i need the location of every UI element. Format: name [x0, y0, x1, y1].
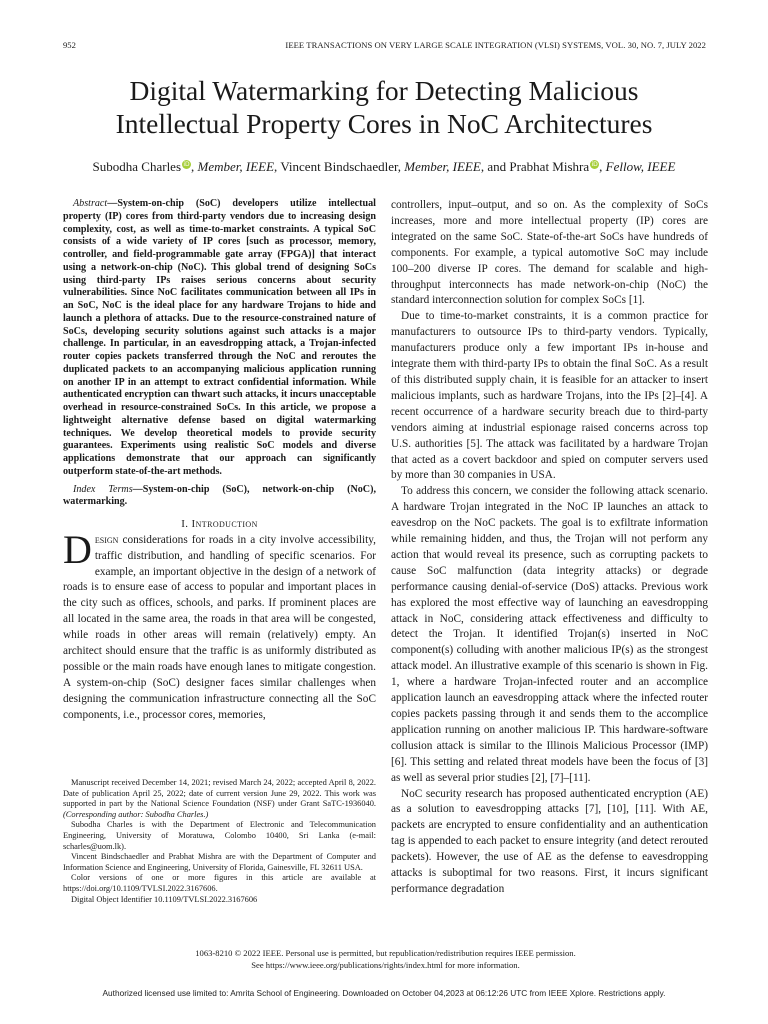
- left-column: [63, 198, 376, 724]
- author-1-name: Subodha Charles: [92, 159, 182, 174]
- index-terms-text: System-on-chip (SoC), network-on-chip (NoC), watermarking.: [63, 483, 376, 508]
- author-2-role: Member, IEEE: [404, 159, 481, 174]
- journal-header: IEEE TRANSACTIONS ON VERY LARGE SCALE INTEGRATION (VLSI) SYSTEMS, VOL. 30, NO. 7, JULY 2022: [285, 40, 706, 50]
- paragraph-1: controllers, input–output, and so on. As the complexity of SoCs increases, more and more intellectual property (IP) cores are integrated on the same SoC. State-of-the-art SoCs have hundreds of components. For example, a typical automotive SoC may include 100–200 diverse IP cores. The demand for scalable and high-throughput interconnects has made network-on-chip (NoC) the standard interconnection solution for complex SoCs [1].: [391, 199, 708, 307]
- footnote-affiliation-1: Subodha Charles is with the Department of Electronic and Telecommunication Engineering, University of Moratuwa, Colombo 10400, Sri Lanka (e-mail: scharles@uom.lk).: [63, 820, 376, 851]
- section-heading-introduction: I. Introduction: [181, 518, 258, 530]
- intro-paragraph: [63, 526, 376, 724]
- drop-cap: D: [63, 526, 92, 572]
- paper-title: [40, 74, 728, 140]
- index-terms-dash: —: [132, 483, 143, 495]
- abstract-dash: —: [107, 198, 118, 209]
- author-conjunction: , and: [480, 159, 507, 174]
- authorized-use-notice: Authorized licensed use limited to: Amrita School of Engineering. Downloaded on October 04,2023 at 06:12:26 UTC from IEEE Xplore. Restrictions apply.: [102, 988, 666, 998]
- author-3-name: Prabhat Mishra: [509, 159, 590, 174]
- index-terms-label: Index Terms: [73, 483, 133, 495]
- title-line-1: Digital Watermarking for Detecting Malicious: [129, 75, 639, 106]
- footnote-color-versions: Color versions of one or more figures in this article are available at https://doi.org/10.1109/TVLSI.2022.3167606.: [63, 873, 376, 893]
- footnote-manuscript: [63, 778, 376, 820]
- abstract-text: System-on-chip (SoC) developers utilize intellectual property (IP) cores from third-party vendors due to increasing design complexity, cost, as well as time-to-market constraints. A typical SoC consists of a wide variety of IP cores [such as processor, memory, controller, and field-programmable gate array (FPGA)] that interact using a network-on-chip (NoC). This global trend of designing SoCs using third-party IPs raises serious concerns about security vulnerabilities. Since NoC facilitates communication between all IPs in an SoC, NoC is the ideal place for any hardware Trojans to hide and launch a plethora of attacks. Due to the resource-constrained nature of SoCs, developing security solutions against such attacks is a major challenge. In particular, in an eavesdropping attack, a Trojan-infected router copies packets transferred through the NoC and reroutes the duplicated packets to an accompanying malicious application running on another IP in an attempt to extract confidential information. While authenticated encryption can thwart such attacks, it incurs unacceptable overhead in resource-constrained SoCs. In this article, we propose a lightweight alternative defense based on digital watermarking techniques. We develop theoretical models to provide security guarantees. Experiments using realistic SoC models and diverse applications demonstrate that our approach can significantly outperform state-of-the-art methods.: [63, 198, 376, 477]
- intro-text: considerations for roads in a city involve accessibility, traffic distribution, and handling of specific scenarios. For example, an important objective in the design of a network of roads is to ensure ease of access to popular and important places in the city such as offices, schools, and parks. If prominent places are all located in the same area, the roads in that area will be congested, while roads in other areas will remain (relatively) empty. An architect should ensure that the traffic is as uniformly distributed as possible or the main roads have enough lanes to mitigate congestion. A system-on-chip (SoC) designer faces similar challenges when designing the communication infrastructure connecting all the SoC components, i.e., processor cores, memories,: [63, 533, 376, 721]
- page-number: 952: [63, 40, 76, 50]
- orcid-icon[interactable]: iD: [591, 161, 598, 168]
- paragraph-2: Due to time-to-market constraints, it is a common practice for manufacturers to outsource IPs to third-party vendors. Typically, manufacturers produce only a few important IPs in-house and integrate them with third-party IPs to obtain the final SoC. As a result of this distributed supply chain, it is feasible for an attacker to insert malicious implants, such as hardware Trojans, into the IPs [2]–[4]. A recent occurrence of a hardware security breach due to third-party vendors aiming at industrial espionage raised concerns across top U.S. authorities [5]. The attack was facilitated by a hardware Trojan that acted as a covert backdoor and spied on computer servers used by more than 30 companies in USA.: [391, 310, 708, 482]
- author-1-role: Member, IEEE: [197, 159, 275, 174]
- copyright-notice: [63, 948, 708, 971]
- author-2-name: Vincent Bindschaedler,: [280, 159, 402, 174]
- footnote-doi: Digital Object Identifier 10.1109/TVLSI.2022.3167606: [71, 894, 258, 904]
- right-column-body: [391, 198, 708, 898]
- paragraph-4: NoC security research has proposed authenticated encryption (AE) as a solution to eavesdropping attacks [7], [10], [11]. With AE, packets are encrypted to ensure confidentiality and an authentication tag is appended to each packet to ensure integrity (and detect rerouted packets). However, the use of AE as the defense to eavesdropping attacks is suboptimal for two reasons. First, it incurs significant performance degradation: [391, 787, 708, 895]
- right-column: [391, 198, 708, 898]
- abstract: [63, 198, 376, 479]
- copyright-line-1: 1063-8210 © 2022 IEEE. Personal use is permitted, but republication/redistribution requires IEEE permission.: [195, 948, 576, 958]
- footnote-affiliation-2: Vincent Bindschaedler and Prabhat Mishra are with the Department of Computer and Information Science and Engineering, University of Florida, Gainesville, FL 32611 USA.: [63, 852, 376, 872]
- title-line-2: Intellectual Property Cores in NoC Architectures: [115, 108, 653, 139]
- author-3-role: Fellow, IEEE: [605, 159, 676, 174]
- index-terms: [63, 484, 376, 510]
- abstract-label: Abstract: [73, 198, 108, 209]
- orcid-icon[interactable]: iD: [183, 161, 190, 168]
- footnote-manuscript-text: Manuscript received December 14, 2021; revised March 24, 2022; accepted April 8, 2022. Date of publication April 25, 2022; date of current version June 29, 2022. This work was supported in part by the National Science Foundation (NSF) under Grant SaTC-1936040.: [63, 778, 376, 809]
- copyright-line-2: See https://www.ieee.org/publications/rights/index.html for more information.: [251, 959, 520, 970]
- author-list: Subodha Charles iD, Member, IEEE, Vincent Bindschaedler, Member, IEEE, and Prabhat Mishra iD, Fellow, IEEE: [92, 159, 676, 174]
- paragraph-3: To address this concern, we consider the following attack scenario. A hardware Trojan integrated in the NoC IP launches an attack to eavesdrop on the NoC packets. The goal is to exfiltrate information while remaining hidden, and thus, the Trojan will not perform any action that would reveal its presence, such as corrupting packets to cause SoC malfunction (data integrity attacks) or degrade performance causing denial-of-service (DoS) attacks. Previous work has explored the most effective way of launching an eavesdropping attack in NoC, considering attack effectiveness and difficulty to detect the Trojan. It identified Trojan(s) inserted in NoC component(s) colluding with another malicious IP(s) as the strongest attack model. An illustrative example of this scenario is shown in Fig. 1, where a hardware Trojan-infected router and an accomplice application launch an eavesdropping attack where the infected router copies packets passing through it and sends them to the accomplice application running on another malicious IP. This hardware-software collusion attack is similar to the Illinois Malicious Processor (IMP) [6]. This setting and related threat models have been the focus of [3] as well as several prior studies [2], [7]–[11].: [391, 485, 708, 784]
- intro-first-word: esign: [94, 533, 119, 546]
- corresponding-author-note: (Corresponding author: Subodha Charles.): [63, 809, 209, 819]
- footnotes: [63, 778, 376, 905]
